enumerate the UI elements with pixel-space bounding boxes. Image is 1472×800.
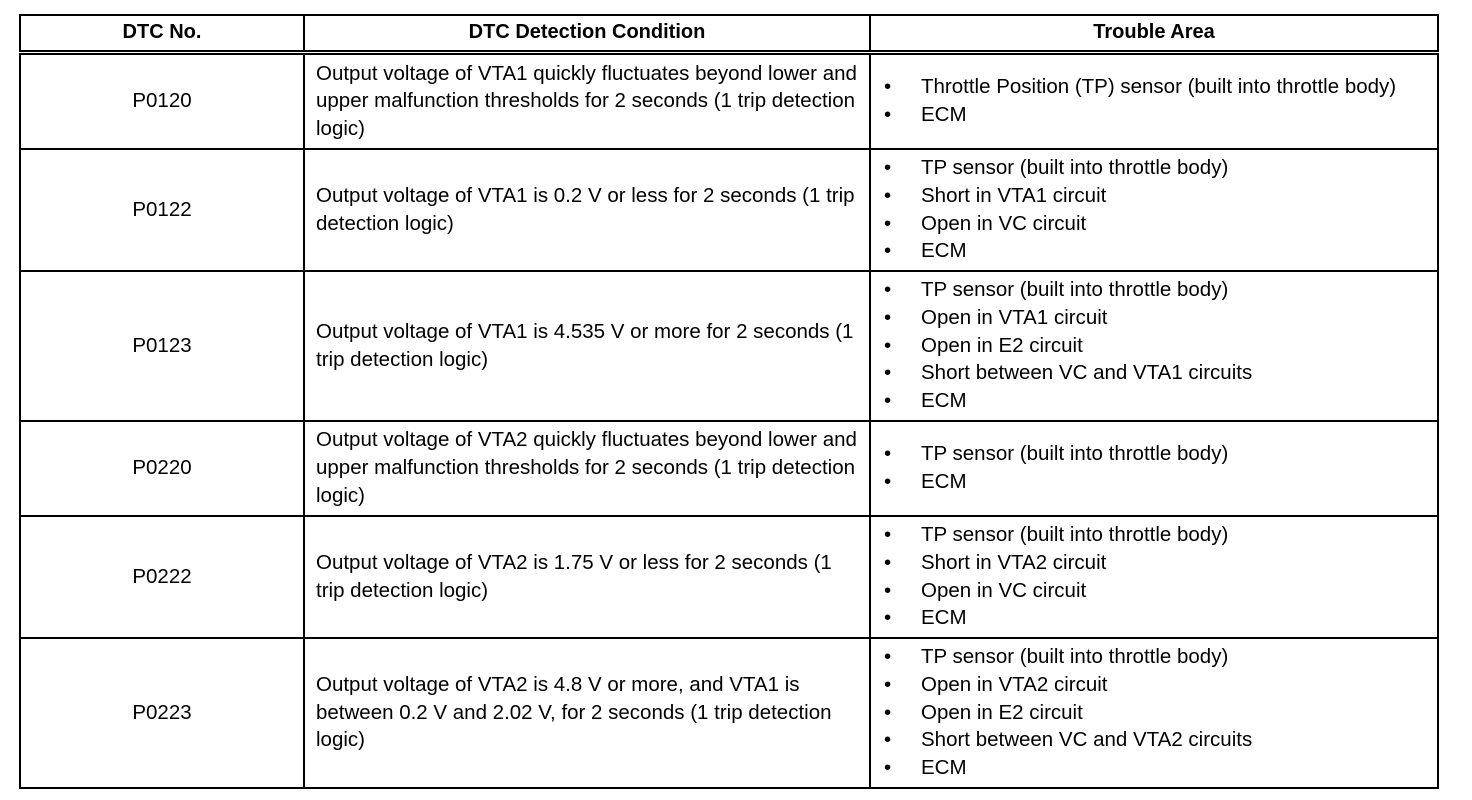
bullet-icon: • (884, 361, 892, 385)
header-trouble-area: Trouble Area (870, 15, 1438, 53)
trouble-area-list (871, 521, 1429, 632)
list-item (871, 699, 1429, 727)
bullet-icon: • (884, 278, 892, 301)
bullet-icon: • (884, 470, 892, 493)
dtc-code: P0123 (20, 271, 304, 421)
trouble-area-item: TP sensor (built into throttle body) (921, 645, 1229, 668)
detection-condition: Output voltage of VTA2 is 4.8 V or more, and VTA1 is between 0.2 V and 2.02 V, for 2 seconds (1 trip detection logic) (304, 638, 870, 788)
table-row (20, 149, 1438, 271)
bullet-icon: • (884, 550, 892, 574)
detection-condition: Output voltage of VTA2 is 1.75 V or less for 2 seconds (1 trip detection logic) (304, 516, 870, 638)
trouble-area-item: Throttle Position (TP) sensor (built into throttle body) (921, 75, 1397, 99)
bullet-icon: • (884, 103, 892, 127)
detection-condition: Output voltage of VTA2 quickly fluctuates beyond lower and upper malfunction thresholds for 2 seconds (1 trip detection logic) (304, 421, 870, 516)
list-item (871, 304, 1429, 332)
list-item (871, 332, 1429, 360)
detection-condition: Output voltage of VTA1 is 4.535 V or more for 2 seconds (1 trip detection logic) (304, 271, 870, 421)
bullet-icon: • (884, 578, 892, 602)
trouble-area-list (871, 643, 1429, 782)
list-item (871, 440, 1429, 468)
detection-condition: Output voltage of VTA1 quickly fluctuates beyond lower and upper malfunction thresholds for 2 seconds (1 trip detection logic) (304, 53, 870, 149)
list-item (871, 154, 1429, 182)
trouble-area (870, 149, 1438, 271)
bullet-icon: • (884, 672, 892, 696)
list-item (871, 577, 1429, 605)
dtc-table (19, 14, 1439, 789)
trouble-area-item: TP sensor (built into throttle body) (921, 278, 1229, 301)
trouble-area-item: ECM (921, 470, 967, 493)
list-item (871, 101, 1429, 129)
table-header-row (20, 15, 1438, 53)
list-item (871, 468, 1429, 496)
bullet-icon: • (884, 239, 892, 263)
list-item (871, 276, 1429, 304)
list-item (871, 726, 1429, 754)
bullet-icon: • (884, 645, 892, 668)
trouble-area-item: Short in VTA1 circuit (921, 183, 1107, 207)
list-item (871, 182, 1429, 210)
trouble-area-item: ECM (921, 239, 967, 263)
trouble-area-list (871, 440, 1429, 496)
trouble-area-item: ECM (921, 389, 967, 413)
trouble-area-item: Open in E2 circuit (921, 700, 1083, 724)
bullet-icon: • (884, 333, 892, 357)
bullet-icon: • (884, 305, 892, 329)
dtc-code: P0220 (20, 421, 304, 516)
bullet-icon: • (884, 522, 892, 546)
table-row (20, 53, 1438, 149)
trouble-area-item: Open in VC circuit (921, 211, 1087, 235)
trouble-area-list (871, 154, 1429, 265)
table-row (20, 271, 1438, 421)
list-item (871, 754, 1429, 782)
list-item (871, 643, 1429, 671)
header-detection-condition: DTC Detection Condition (304, 15, 870, 53)
list-item (871, 359, 1429, 387)
trouble-area (870, 421, 1438, 516)
trouble-area-list (871, 73, 1429, 129)
list-item (871, 549, 1429, 577)
list-item (871, 604, 1429, 632)
trouble-area-item: ECM (921, 103, 967, 127)
list-item (871, 237, 1429, 265)
trouble-area-item: Open in VTA1 circuit (921, 305, 1108, 329)
trouble-area-item: ECM (921, 756, 967, 780)
list-item (871, 671, 1429, 699)
bullet-icon: • (884, 75, 892, 99)
list-item (871, 387, 1429, 415)
trouble-area-list (871, 276, 1429, 415)
trouble-area (870, 638, 1438, 788)
bullet-icon: • (884, 183, 892, 207)
trouble-area-item: Open in VTA2 circuit (921, 672, 1108, 696)
bullet-icon: • (884, 155, 892, 179)
bullet-icon: • (884, 389, 892, 413)
dtc-code: P0122 (20, 149, 304, 271)
list-item (871, 73, 1429, 101)
trouble-area-item: Short between VC and VTA2 circuits (921, 728, 1253, 752)
list-item (871, 210, 1429, 238)
trouble-area-item: Open in VC circuit (921, 578, 1087, 602)
trouble-area (870, 516, 1438, 638)
detection-condition: Output voltage of VTA1 is 0.2 V or less for 2 seconds (1 trip detection logic) (304, 149, 870, 271)
bullet-icon: • (884, 700, 892, 724)
header-dtc-no: DTC No. (20, 15, 304, 53)
trouble-area-item: ECM (921, 606, 967, 630)
table-row (20, 516, 1438, 638)
trouble-area-item: TP sensor (built into throttle body) (921, 522, 1229, 546)
bullet-icon: • (884, 756, 892, 780)
trouble-area-item: Open in E2 circuit (921, 333, 1083, 357)
bullet-icon: • (884, 728, 892, 752)
list-item (871, 521, 1429, 549)
bullet-icon: • (884, 442, 892, 466)
bullet-icon: • (884, 606, 892, 630)
trouble-area-item: Short between VC and VTA1 circuits (921, 361, 1253, 385)
table-row (20, 421, 1438, 516)
trouble-area (870, 271, 1438, 421)
dtc-code: P0120 (20, 53, 304, 149)
trouble-area (870, 53, 1438, 149)
trouble-area-item: TP sensor (built into throttle body) (921, 155, 1229, 179)
dtc-code: P0222 (20, 516, 304, 638)
table-row (20, 638, 1438, 788)
bullet-icon: • (884, 211, 892, 235)
trouble-area-item: TP sensor (built into throttle body) (921, 442, 1229, 466)
dtc-code: P0223 (20, 638, 304, 788)
trouble-area-item: Short in VTA2 circuit (921, 550, 1107, 574)
